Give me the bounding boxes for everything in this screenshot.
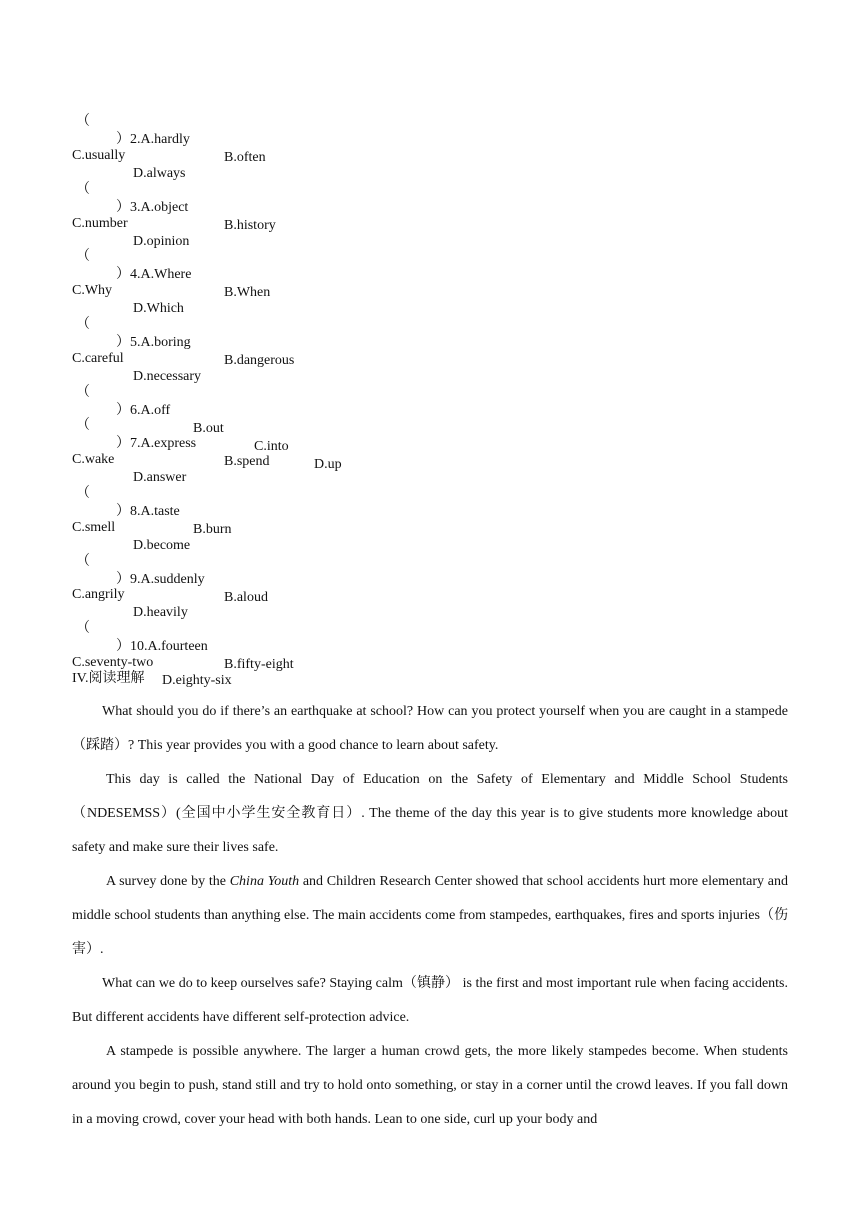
option-b: B.often [224,150,266,165]
option-c: C.into [254,439,289,454]
option-b: B.history [224,218,276,233]
option-a: ）4.A.Where [116,267,192,282]
option-a: ）6.A.off [116,403,171,418]
answer-bracket: （ [76,317,90,332]
option-b: B.aloud [224,590,268,605]
answer-bracket: （ [76,182,90,197]
option-b: B.burn [193,522,232,537]
option-a: ）10.A.fourteen [116,639,208,654]
option-d: D.heavily [133,605,188,620]
answer-bracket: （ [76,385,90,400]
answer-bracket: （ [76,418,90,433]
option-d: D.opinion [133,234,190,249]
passage-paragraph-3 [72,865,788,967]
option-d: D.Which [133,301,184,316]
option-c: C.Why [72,283,113,298]
option-c: C.usually [72,148,126,163]
option-c: C.careful [72,351,124,366]
option-a: ）3.A.object [116,200,189,215]
reading-passage [72,695,788,1137]
answer-bracket: （ [76,486,90,501]
option-b: B.fifty-eight [224,657,294,672]
passage-paragraph-5: A stampede is possible anywhere. The larger a human crowd gets, the more likely stampedes become. When students around you begin to push, stand still and try to hold onto something, or stay in a corner until the crowd leaves. If you fall down in a moving crowd, cover your head with both hands. Lean to one side, curl up your body and [72,1044,788,1127]
passage-paragraph-3-start: A survey done by the [106,874,230,889]
answer-bracket: （ [76,249,90,264]
passage-paragraph-4: What can we do to keep ourselves safe? Staying calm（镇静） is the first and most important rule when facing accidents. But different accidents have different self-protection advice. [72,976,788,1025]
option-d: D.necessary [133,369,202,384]
option-c: C.seventy-two [72,655,154,670]
publication-name: China Youth [229,874,300,889]
answer-bracket: （ [76,621,90,636]
option-d: D.up [314,457,342,472]
option-b: B.dangerous [224,353,295,368]
passage-paragraph-3-rest: and Children Research Center showed that school accidents hurt more elementary and middle school students than anything else. The main accidents come from stampedes, earthquakes, fires and sports injuries（伤害）. [72,874,788,957]
passage-paragraph-1: What should you do if there’s an earthquake at school? How can you protect yourself when you are caught in a stampede（踩踏）? This year provides you with a good chance to learn about safety. [72,704,788,753]
option-b: B.spend [224,454,270,469]
answer-bracket: （ [76,114,90,129]
option-c: C.wake [72,452,115,467]
option-b: B.When [224,285,271,300]
option-c: C.smell [72,520,116,535]
option-c: C.number [72,216,128,231]
option-c: C.angrily [72,587,125,602]
option-a: ）2.A.hardly [116,132,190,147]
option-a: ）8.A.taste [116,504,180,519]
option-b: B.out [193,421,224,436]
option-d: D.answer [133,470,187,485]
option-a: ）7.A.express [116,436,197,451]
option-d: D.eighty-six [162,673,232,688]
section-heading: IV.阅读理解 [72,671,145,686]
option-a: ）9.A.suddenly [116,572,205,587]
option-a: ）5.A.boring [116,335,191,350]
answer-bracket: （ [76,554,90,569]
option-d: D.become [133,538,191,553]
passage-paragraph-2: This day is called the National Day of Education on the Safety of Elementary and Middle School Students（NDESEMSS）(全国中小学生安全教育日）. The theme of the day this year is to give students more knowledge about safety and make sure their lives safe. [72,772,788,855]
option-d: D.always [133,166,186,181]
